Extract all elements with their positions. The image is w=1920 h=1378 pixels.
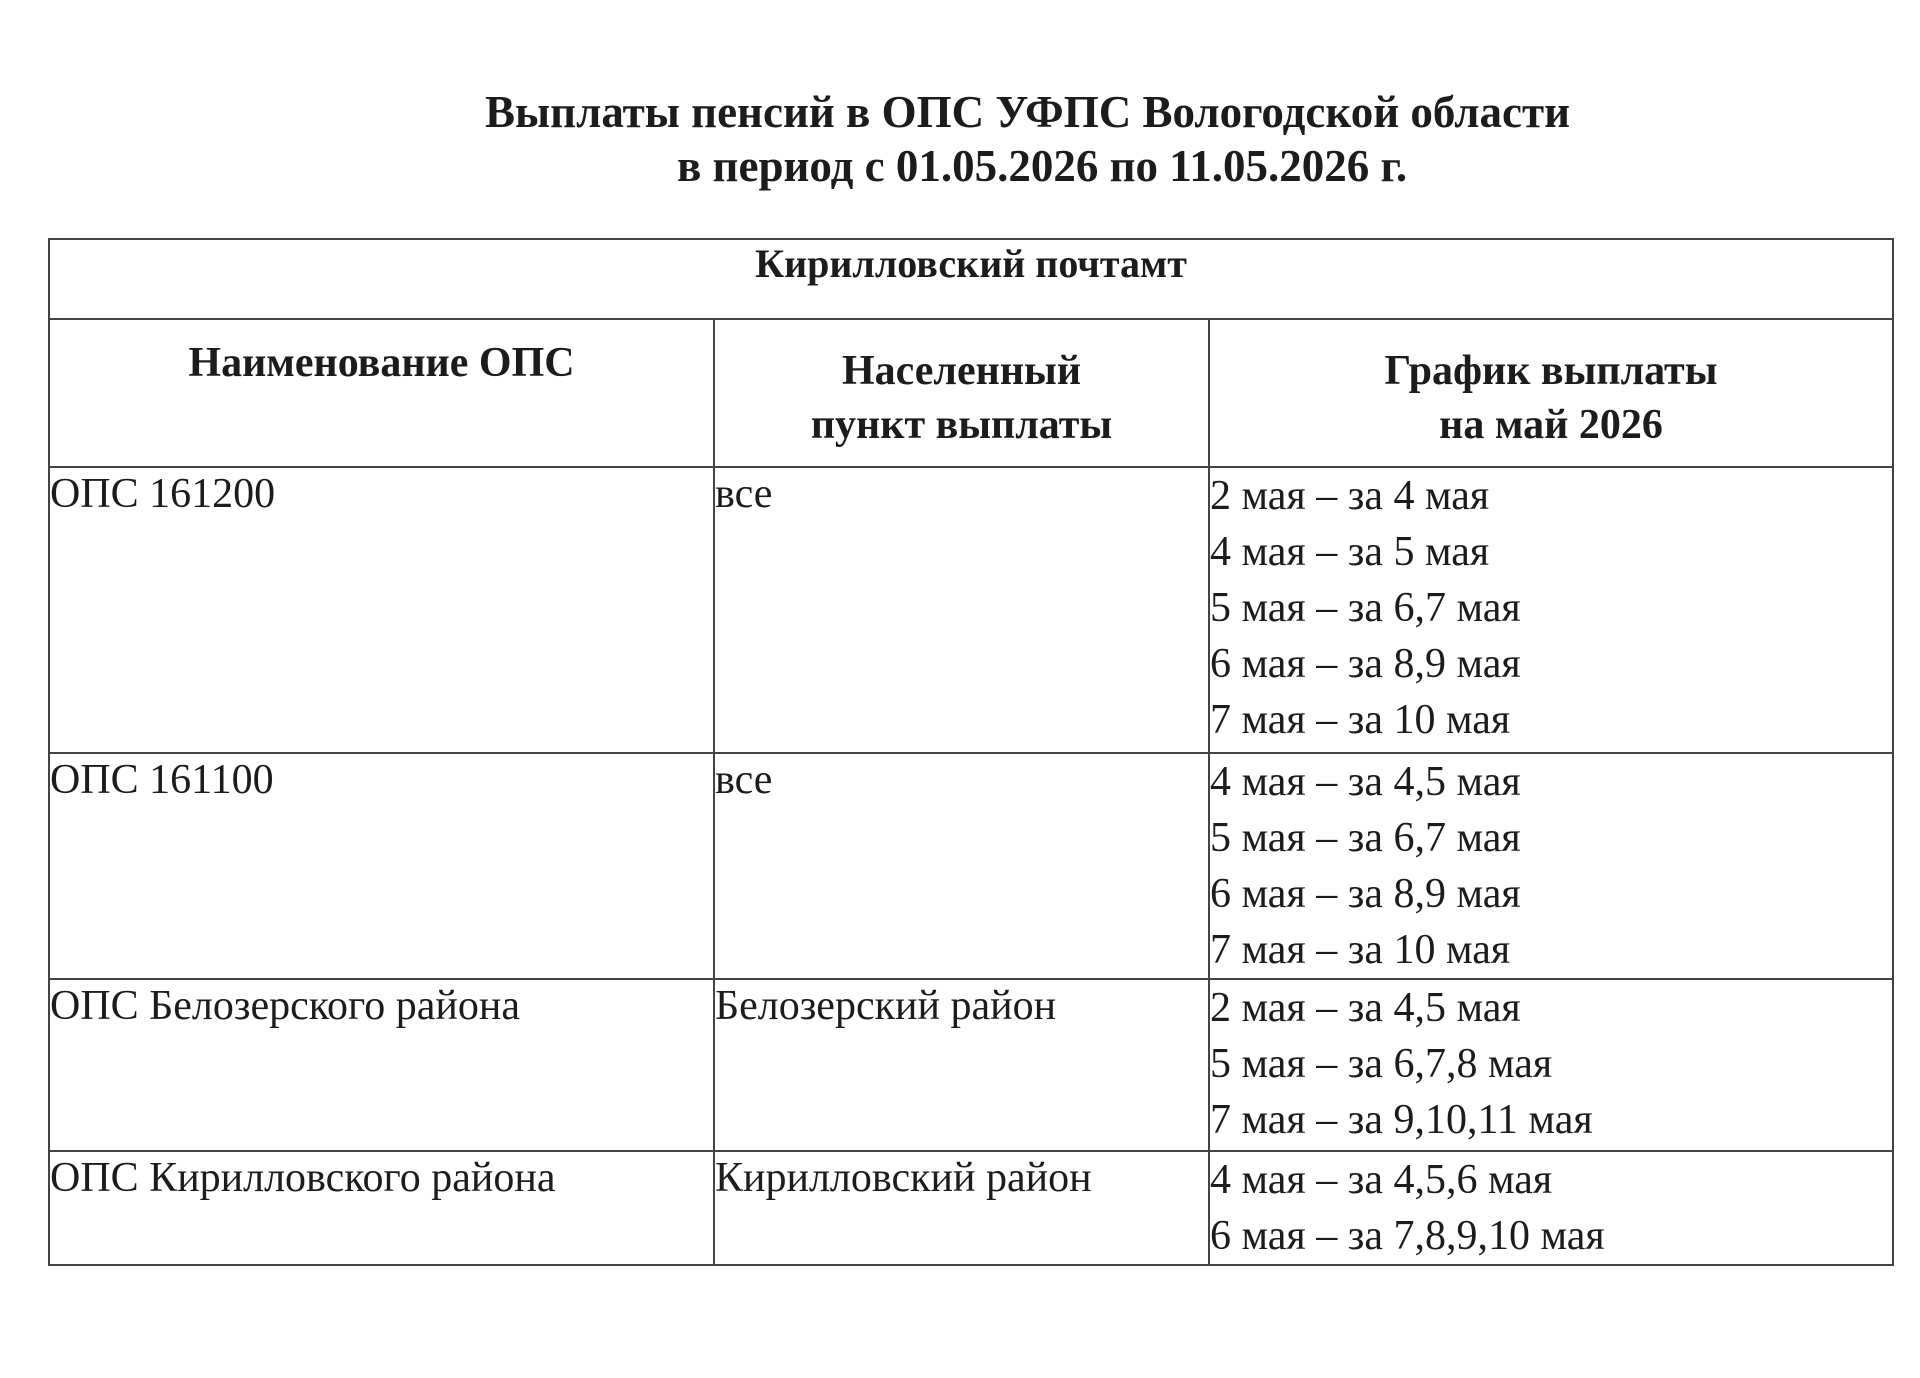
schedule-entry: 5 мая – за 6,7 мая [1210, 585, 1521, 631]
locality-cell: Белозерский район [714, 979, 1209, 1151]
schedule-entry: 4 мая – за 4,5 мая [1210, 759, 1521, 805]
table-row [49, 979, 1893, 1151]
document-title-line-1: Выплаты пенсий в ОПС УФПС Вологодской области [485, 87, 1571, 137]
schedule-entry: 6 мая – за 7,8,9,10 мая [1210, 1213, 1605, 1259]
table-row [49, 753, 1893, 979]
post-office-title: Кирилловский почтамт [49, 239, 1893, 319]
schedule-entry: 7 мая – за 10 мая [1210, 697, 1511, 743]
schedule-entry: 4 мая – за 5 мая [1210, 529, 1490, 575]
document-title-line-2: в период с 01.05.2026 по 11.05.2026 г. [677, 141, 1408, 191]
locality-cell: Кирилловский район [714, 1151, 1209, 1265]
header-cell-schedule [1209, 319, 1893, 467]
schedule-entry: 2 мая – за 4 мая [1210, 473, 1490, 519]
header-schedule-label: График выплаты на май 2026 [1384, 348, 1718, 448]
schedule-cell [1209, 753, 1893, 979]
schedule-entry: 7 мая – за 9,10,11 мая [1210, 1097, 1593, 1143]
schedule-entry: 6 мая – за 8,9 мая [1210, 641, 1521, 687]
schedule-entry: 2 мая – за 4,5 мая [1210, 985, 1521, 1031]
schedule-cell [1209, 979, 1893, 1151]
header-locality-label: Населенный пункт выплаты [810, 348, 1113, 448]
schedule-cell [1209, 1151, 1893, 1265]
post-office-row [49, 239, 1893, 319]
header-name-label: Наименование ОПС [188, 340, 575, 386]
office-name-cell: ОПС 161100 [49, 753, 714, 979]
office-name-cell: ОПС Белозерского района [49, 979, 714, 1151]
schedule-entry: 6 мая – за 8,9 мая [1210, 871, 1521, 917]
table-row [49, 1151, 1893, 1265]
header-cell-name [49, 319, 714, 467]
office-name-cell: ОПС 161200 [49, 467, 714, 753]
table-row [49, 467, 1893, 753]
schedule-cell [1209, 467, 1893, 753]
header-cell-locality [714, 319, 1209, 467]
schedule-entry: 5 мая – за 6,7 мая [1210, 815, 1521, 861]
header-row [49, 319, 1893, 467]
schedule-entry: 4 мая – за 4,5,6 мая [1210, 1157, 1553, 1203]
locality-cell: все [714, 753, 1209, 979]
pension-schedule-table [48, 238, 1894, 1266]
locality-cell: все [714, 467, 1209, 753]
schedule-entry: 7 мая – за 10 мая [1210, 927, 1511, 973]
schedule-entry: 5 мая – за 6,7,8 мая [1210, 1041, 1553, 1087]
office-name-cell: ОПС Кирилловского района [49, 1151, 714, 1265]
